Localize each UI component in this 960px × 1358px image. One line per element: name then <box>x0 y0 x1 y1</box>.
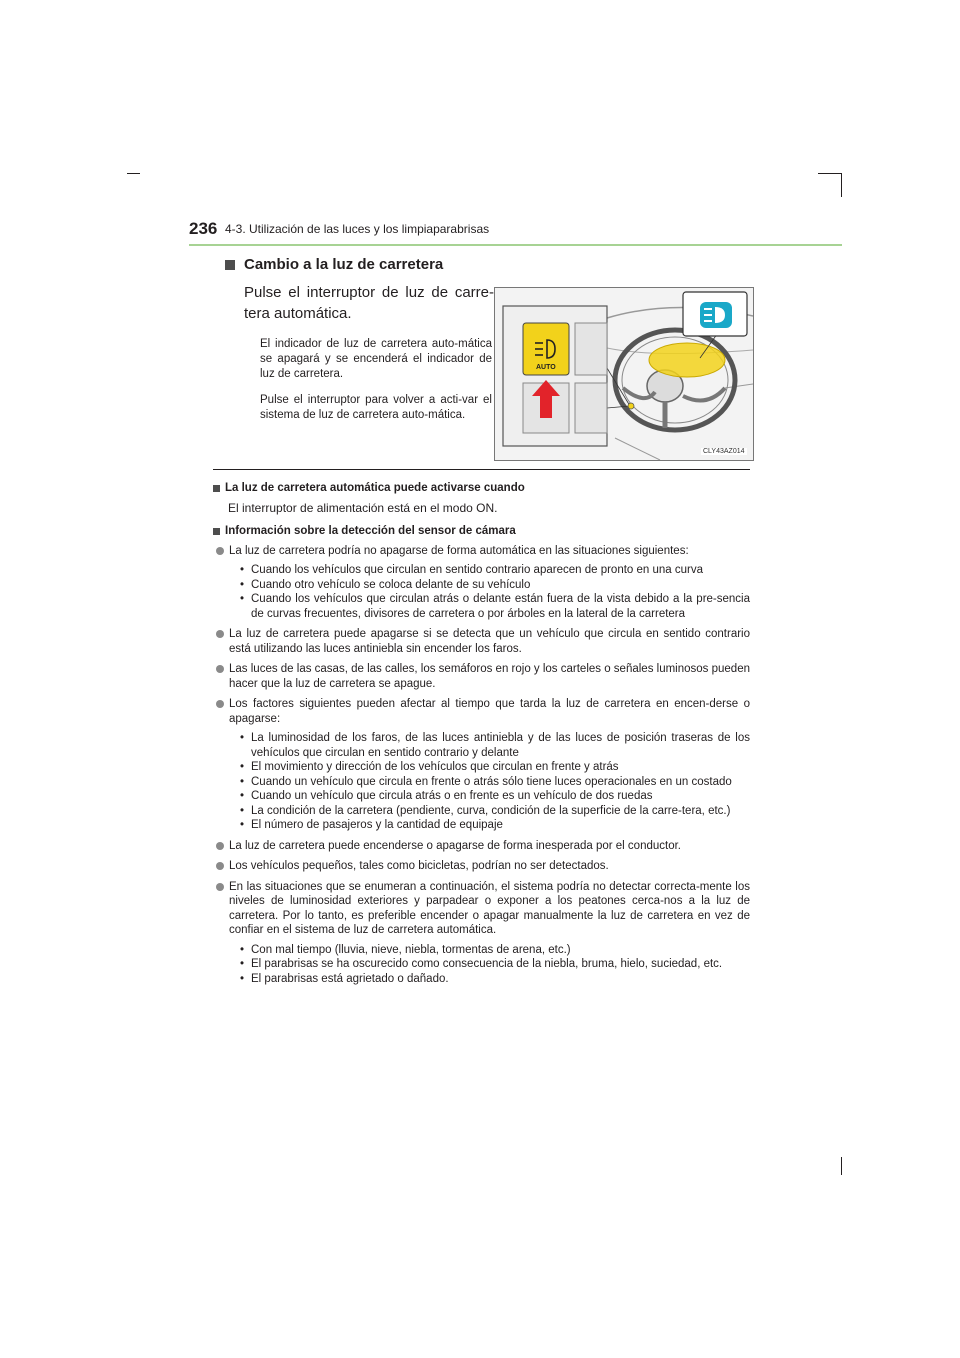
bullet-text: En las situaciones que se enumeran a continuación, el sistema podría no detectar correcta-mente los niveles de luminosidad exteriores y parpadear o exponer a los peatones cerca-nos a la luz de carretera. Por lo tanto, es preferible encender o apagar manualmente la luz de carretera en vez de confiar en el sistema de luz de carretera automática. <box>229 880 750 936</box>
sub-item-text: El parabrisas está agrietado o dañado. <box>251 972 449 985</box>
sub-item <box>213 775 750 790</box>
bullet-text: Los vehículos pequeños, tales como bicicletas, podrían no ser detectados. <box>229 860 609 872</box>
sub-item-text: El número de pasajeros y la cantidad de equipaje <box>251 819 503 831</box>
circle-bullet-icon <box>216 883 224 891</box>
sub-list <box>213 943 750 987</box>
info-heading <box>213 481 750 496</box>
header-rule <box>189 244 842 246</box>
instruction-text: Pulse el interruptor de luz de carre-tera automática. <box>244 284 494 322</box>
sub-item <box>213 972 750 987</box>
sub-item-text: La luminosidad de los faros, de las luces antiniebla y de las luces de posición traseras de los vehículos que circulan en sentido contrario y delante <box>251 732 750 759</box>
bullet-item <box>213 839 750 854</box>
crop-mark <box>127 173 140 174</box>
sub-item <box>213 731 750 760</box>
bullet-item <box>213 662 750 691</box>
chapter-title: 4-3. Utilización de las luces y los limpiaparabrisas <box>225 222 490 236</box>
bullet-text: Los factores siguientes pueden afectar al tiempo que tarda la luz de carretera en encen-derse o apagarse: <box>229 698 750 725</box>
section-divider <box>213 469 750 470</box>
sub-item <box>213 578 750 593</box>
info-heading <box>213 524 750 539</box>
bullet-text: Las luces de las casas, de las calles, los semáforos en rojo y los carteles o señales luminosos pueden hacer que la luz de carretera se apague. <box>229 663 750 690</box>
sub-item <box>213 804 750 819</box>
square-bullet-icon <box>225 260 235 270</box>
dot-marker-icon: • <box>240 804 245 817</box>
bullet-item <box>213 627 750 656</box>
sub-item <box>213 957 750 972</box>
bullet-text: La luz de carretera podría no apagarse de forma automática en las situaciones siguientes: <box>229 544 689 557</box>
square-bullet-icon <box>213 485 220 492</box>
page-number: 236 <box>189 219 218 238</box>
dot-marker-icon: • <box>240 790 245 802</box>
bullet-item <box>213 859 750 874</box>
sub-list <box>213 731 750 833</box>
auto-button-label: AUTO <box>536 364 556 371</box>
sub-item <box>213 943 750 958</box>
sub-item-text: La condición de la carretera (pendiente, curva, condición de la superficie de la carre-tera, etc.) <box>251 804 731 817</box>
sub-item-text: El parabrisas se ha oscurecido como consecuencia de la niebla, bruma, hielo, suciedad, etc. <box>251 958 723 970</box>
sub-item <box>213 789 750 804</box>
info-heading-text: La luz de carretera automática puede activarse cuando <box>225 482 525 494</box>
sub-item-text: Cuando un vehículo que circula atrás o en frente es un vehículo de dos ruedas <box>251 790 653 802</box>
dot-marker-icon: • <box>240 775 245 788</box>
sub-item-text: Cuando un vehículo que circula en frente o atrás sólo tiene luces operacionales en un costado <box>251 775 732 788</box>
section-title: Cambio a la luz de carretera <box>244 256 444 273</box>
sub-item-text: Cuando los vehículos que circulan en sentido contrario aparecen de pronto en una curva <box>251 564 703 576</box>
figure-code: CLY43AZ014 <box>703 448 745 455</box>
info-text: El interruptor de alimentación está en el modo ON. <box>228 500 498 515</box>
dot-marker-icon: • <box>240 578 245 591</box>
sub-item-text: Cuando los vehículos que circulan atrás o delante están fuera de la vista debido a la pre-sencia de curvas frecuentes, divisores de carretera o por árboles en la lateral de la carretera <box>251 593 750 620</box>
crop-mark <box>841 1157 842 1175</box>
dot-marker-icon: • <box>240 564 245 576</box>
dot-marker-icon: • <box>240 972 245 985</box>
note-text: Pulse el interruptor para volver a acti-var el sistema de luz de carretera auto-mática. <box>260 394 492 421</box>
circle-bullet-icon <box>216 665 224 673</box>
sub-list <box>213 563 750 621</box>
circle-bullet-icon <box>216 842 224 850</box>
crop-mark <box>841 173 842 197</box>
section-heading <box>225 256 443 273</box>
info-section <box>213 481 750 986</box>
circle-bullet-icon <box>216 700 224 708</box>
circle-bullet-icon <box>216 862 224 870</box>
sub-item <box>213 563 750 578</box>
info-list <box>213 544 750 987</box>
dot-marker-icon: • <box>240 593 245 605</box>
dashboard-illustration <box>494 287 754 461</box>
bullet-item <box>213 544 750 559</box>
bullet-item <box>213 880 750 938</box>
dot-marker-icon: • <box>240 732 245 744</box>
square-bullet-icon <box>213 528 220 535</box>
circle-bullet-icon <box>216 630 224 638</box>
sub-item <box>213 592 750 621</box>
sub-item-text: Cuando otro vehículo se coloca delante de su vehículo <box>251 578 531 591</box>
bullet-text: La luz de carretera puede encenderse o apagarse de forma inesperada por el conductor. <box>229 839 681 852</box>
sub-item <box>213 760 750 775</box>
note-text: El indicador de luz de carretera auto-mática se apagará y se encenderá el indicador de luz de carretera. <box>260 338 492 380</box>
dot-marker-icon: • <box>240 958 245 970</box>
dot-marker-icon: • <box>240 943 245 956</box>
circle-bullet-icon <box>216 547 224 555</box>
bullet-text: La luz de carretera puede apagarse si se detecta que un vehículo que circula en sentido contrario está utilizando las luces antiniebla sin encender los faros. <box>229 628 750 655</box>
dot-marker-icon: • <box>240 761 245 773</box>
sub-item-text: Con mal tiempo (lluvia, nieve, niebla, tormentas de arena, etc.) <box>251 943 571 956</box>
bullet-item <box>213 697 750 726</box>
crop-mark <box>818 173 842 174</box>
info-heading-text: Información sobre la detección del sensor de cámara <box>225 525 516 537</box>
sub-item <box>213 818 750 833</box>
sub-item-text: El movimiento y dirección de los vehículos que circulan en frente y atrás <box>251 761 619 773</box>
dot-marker-icon: • <box>240 819 245 831</box>
